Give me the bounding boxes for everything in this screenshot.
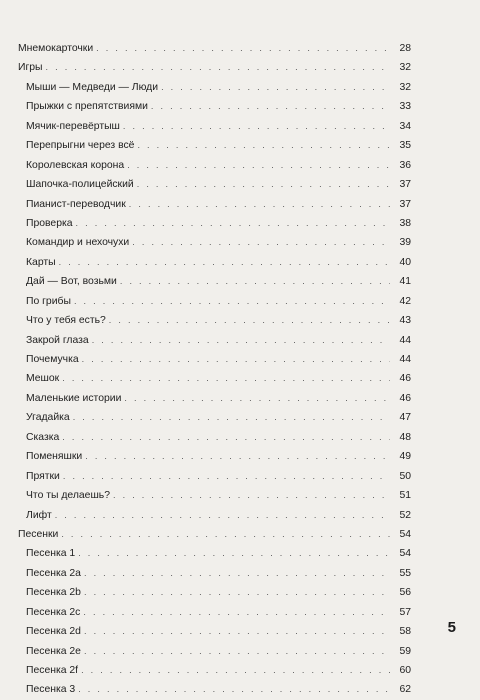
toc-entry bbox=[18, 486, 411, 505]
toc-entry-title: Песенка 2d bbox=[26, 626, 81, 638]
toc-entry-page: 46 bbox=[399, 392, 411, 404]
dot-leader bbox=[78, 544, 390, 563]
toc-entry-page: 56 bbox=[399, 587, 411, 599]
toc-entry bbox=[18, 389, 411, 408]
dot-leader bbox=[74, 292, 390, 311]
page-number: 5 bbox=[447, 619, 456, 636]
toc-entry-title: Песенки bbox=[18, 528, 59, 540]
toc-entry-title: Почемучка bbox=[26, 354, 79, 365]
toc-entry-title: Королевская корона bbox=[26, 159, 125, 171]
toc-entry-title: Пианист-переводчик bbox=[26, 198, 126, 210]
dot-leader bbox=[137, 175, 390, 194]
toc-entry bbox=[18, 350, 411, 369]
dot-leader bbox=[62, 428, 390, 447]
toc-entry-title: Проверка bbox=[26, 217, 73, 229]
toc-entry-page: 46 bbox=[399, 373, 411, 385]
toc-entry-page: 47 bbox=[399, 412, 411, 424]
toc-entry-page: 32 bbox=[399, 81, 411, 93]
toc-entry-title: Мыши — Медведи — Люди bbox=[26, 81, 159, 93]
toc-entry-title: Мнемокарточки bbox=[18, 43, 94, 54]
toc-entry-title: Песенка 2e bbox=[26, 645, 81, 657]
toc-entry-title: Мешок bbox=[26, 373, 60, 385]
toc-entry-title: По грибы bbox=[26, 295, 71, 307]
toc-entry-page: 54 bbox=[399, 528, 411, 540]
dot-leader bbox=[83, 603, 390, 622]
toc-entry-title: Мячик-перевёртыш bbox=[26, 120, 120, 132]
toc-entry-page: 54 bbox=[399, 548, 411, 560]
toc-entry-page: 40 bbox=[399, 256, 411, 268]
toc-entry-page: 57 bbox=[399, 606, 411, 618]
toc-entry bbox=[18, 272, 411, 291]
toc-entry bbox=[18, 428, 411, 447]
toc-entry bbox=[18, 642, 411, 661]
dot-leader bbox=[85, 447, 390, 466]
dot-leader bbox=[113, 486, 390, 505]
dot-leader bbox=[127, 156, 390, 175]
toc-entry-page: 44 bbox=[399, 334, 411, 346]
toc-entry bbox=[18, 136, 411, 155]
toc-entry-page: 58 bbox=[399, 626, 411, 638]
dot-leader bbox=[84, 622, 390, 641]
toc-entry-title: Поменяшки bbox=[26, 451, 83, 463]
toc-entry-page: 43 bbox=[399, 315, 411, 327]
toc-entry-title: Песенка 1 bbox=[26, 548, 76, 560]
toc-entry bbox=[18, 292, 411, 311]
toc-entry bbox=[18, 408, 411, 427]
toc-entry-page: 50 bbox=[399, 470, 411, 482]
toc-entry bbox=[18, 233, 411, 252]
dot-leader bbox=[92, 331, 390, 350]
dot-leader bbox=[73, 408, 390, 427]
toc-entry-title: Угадайка bbox=[26, 412, 70, 424]
toc-entry-page: 39 bbox=[399, 237, 411, 249]
toc-entry-page: 55 bbox=[399, 567, 411, 579]
toc-entry-page: 34 bbox=[399, 120, 411, 132]
toc-entry-page: 51 bbox=[399, 490, 411, 502]
dot-leader bbox=[84, 564, 390, 583]
toc-entry-page: 60 bbox=[399, 665, 411, 676]
toc-entry bbox=[18, 544, 411, 563]
toc-entry bbox=[18, 564, 411, 583]
toc-entry-title: Песенка 2a bbox=[26, 567, 81, 579]
toc-entry-page: 38 bbox=[399, 217, 411, 229]
toc-entry bbox=[18, 369, 411, 388]
toc-entry bbox=[18, 467, 411, 486]
toc-section bbox=[18, 58, 411, 77]
dot-leader bbox=[123, 117, 390, 136]
toc-entry-page: 37 bbox=[399, 179, 411, 191]
toc-entry-page: 35 bbox=[399, 140, 411, 152]
toc-entry bbox=[18, 311, 411, 330]
toc-entry-title: Закрой глаза bbox=[26, 334, 89, 346]
toc-section bbox=[18, 39, 411, 58]
toc-entry-title: Карты bbox=[26, 256, 56, 268]
dot-leader bbox=[81, 661, 390, 680]
dot-leader bbox=[62, 369, 390, 388]
toc-entry-page: 37 bbox=[399, 198, 411, 210]
toc-entry-page: 62 bbox=[399, 684, 411, 696]
toc-entry-page: 49 bbox=[399, 451, 411, 463]
toc-entry-title: Лифт bbox=[26, 509, 52, 521]
toc-entry-title: Прятки bbox=[26, 470, 60, 482]
toc-entry-title: Перепрыгни через всё bbox=[26, 140, 135, 152]
toc-entry bbox=[18, 97, 411, 116]
toc-entry-title: Прыжки с препятствиями bbox=[26, 101, 148, 113]
dot-leader bbox=[84, 642, 390, 661]
toc-entry bbox=[18, 175, 411, 194]
dot-leader bbox=[59, 253, 390, 272]
dot-leader bbox=[120, 272, 390, 291]
toc-entry-page: 32 bbox=[399, 62, 411, 74]
toc-entry-title: Игры bbox=[18, 62, 43, 74]
toc-entry-title: Сказка bbox=[26, 431, 60, 443]
dot-leader bbox=[137, 136, 390, 155]
toc-entry bbox=[18, 195, 411, 214]
toc-entry-title: Песенка 2b bbox=[26, 587, 81, 599]
toc-entry-title: Шапочка-полицейский bbox=[26, 179, 134, 191]
dot-leader bbox=[124, 389, 390, 408]
dot-leader bbox=[78, 680, 390, 699]
toc-entry bbox=[18, 622, 411, 641]
toc-entry-title: Песенка 3 bbox=[26, 684, 76, 696]
toc-entry bbox=[18, 583, 411, 602]
toc-section bbox=[18, 525, 411, 544]
table-of-contents bbox=[18, 39, 411, 700]
dot-leader bbox=[129, 195, 390, 214]
dot-leader bbox=[46, 58, 390, 77]
toc-entry-page: 59 bbox=[399, 645, 411, 657]
toc-entry-page: 36 bbox=[399, 159, 411, 171]
toc-entry-page: 33 bbox=[399, 101, 411, 113]
toc-entry bbox=[18, 506, 411, 525]
dot-leader bbox=[76, 214, 390, 233]
toc-entry bbox=[18, 661, 411, 680]
dot-leader bbox=[161, 78, 390, 97]
toc-entry-page: 41 bbox=[399, 276, 411, 288]
dot-leader bbox=[132, 233, 390, 252]
toc-entry bbox=[18, 214, 411, 233]
dot-leader bbox=[55, 506, 390, 525]
toc-entry bbox=[18, 117, 411, 136]
dot-leader bbox=[63, 467, 390, 486]
toc-entry-title: Песенка 2f bbox=[26, 665, 79, 676]
dot-leader bbox=[109, 311, 390, 330]
dot-leader bbox=[96, 39, 390, 58]
toc-entry-page: 28 bbox=[399, 43, 411, 54]
dot-leader bbox=[82, 350, 390, 369]
toc-entry-page: 44 bbox=[399, 354, 411, 365]
dot-leader bbox=[61, 525, 390, 544]
toc-entry-title: Песенка 2c bbox=[26, 606, 81, 618]
toc-entry bbox=[18, 603, 411, 622]
toc-entry bbox=[18, 447, 411, 466]
toc-entry-title: Что у тебя есть? bbox=[26, 315, 106, 327]
toc-entry-page: 42 bbox=[399, 295, 411, 307]
toc-entry-page: 52 bbox=[399, 509, 411, 521]
toc-entry bbox=[18, 253, 411, 272]
toc-entry-title: Что ты делаешь? bbox=[26, 490, 110, 502]
toc-entry bbox=[18, 331, 411, 350]
toc-entry bbox=[18, 156, 411, 175]
toc-entry-title: Дай — Вот, возьми bbox=[26, 276, 117, 288]
toc-entry-title: Маленькие истории bbox=[26, 392, 122, 404]
toc-entry-page: 48 bbox=[399, 431, 411, 443]
toc-entry bbox=[18, 78, 411, 97]
dot-leader bbox=[151, 97, 390, 116]
toc-entry bbox=[18, 680, 411, 699]
dot-leader bbox=[84, 583, 390, 602]
toc-entry-title: Командир и нехочухи bbox=[26, 237, 130, 249]
